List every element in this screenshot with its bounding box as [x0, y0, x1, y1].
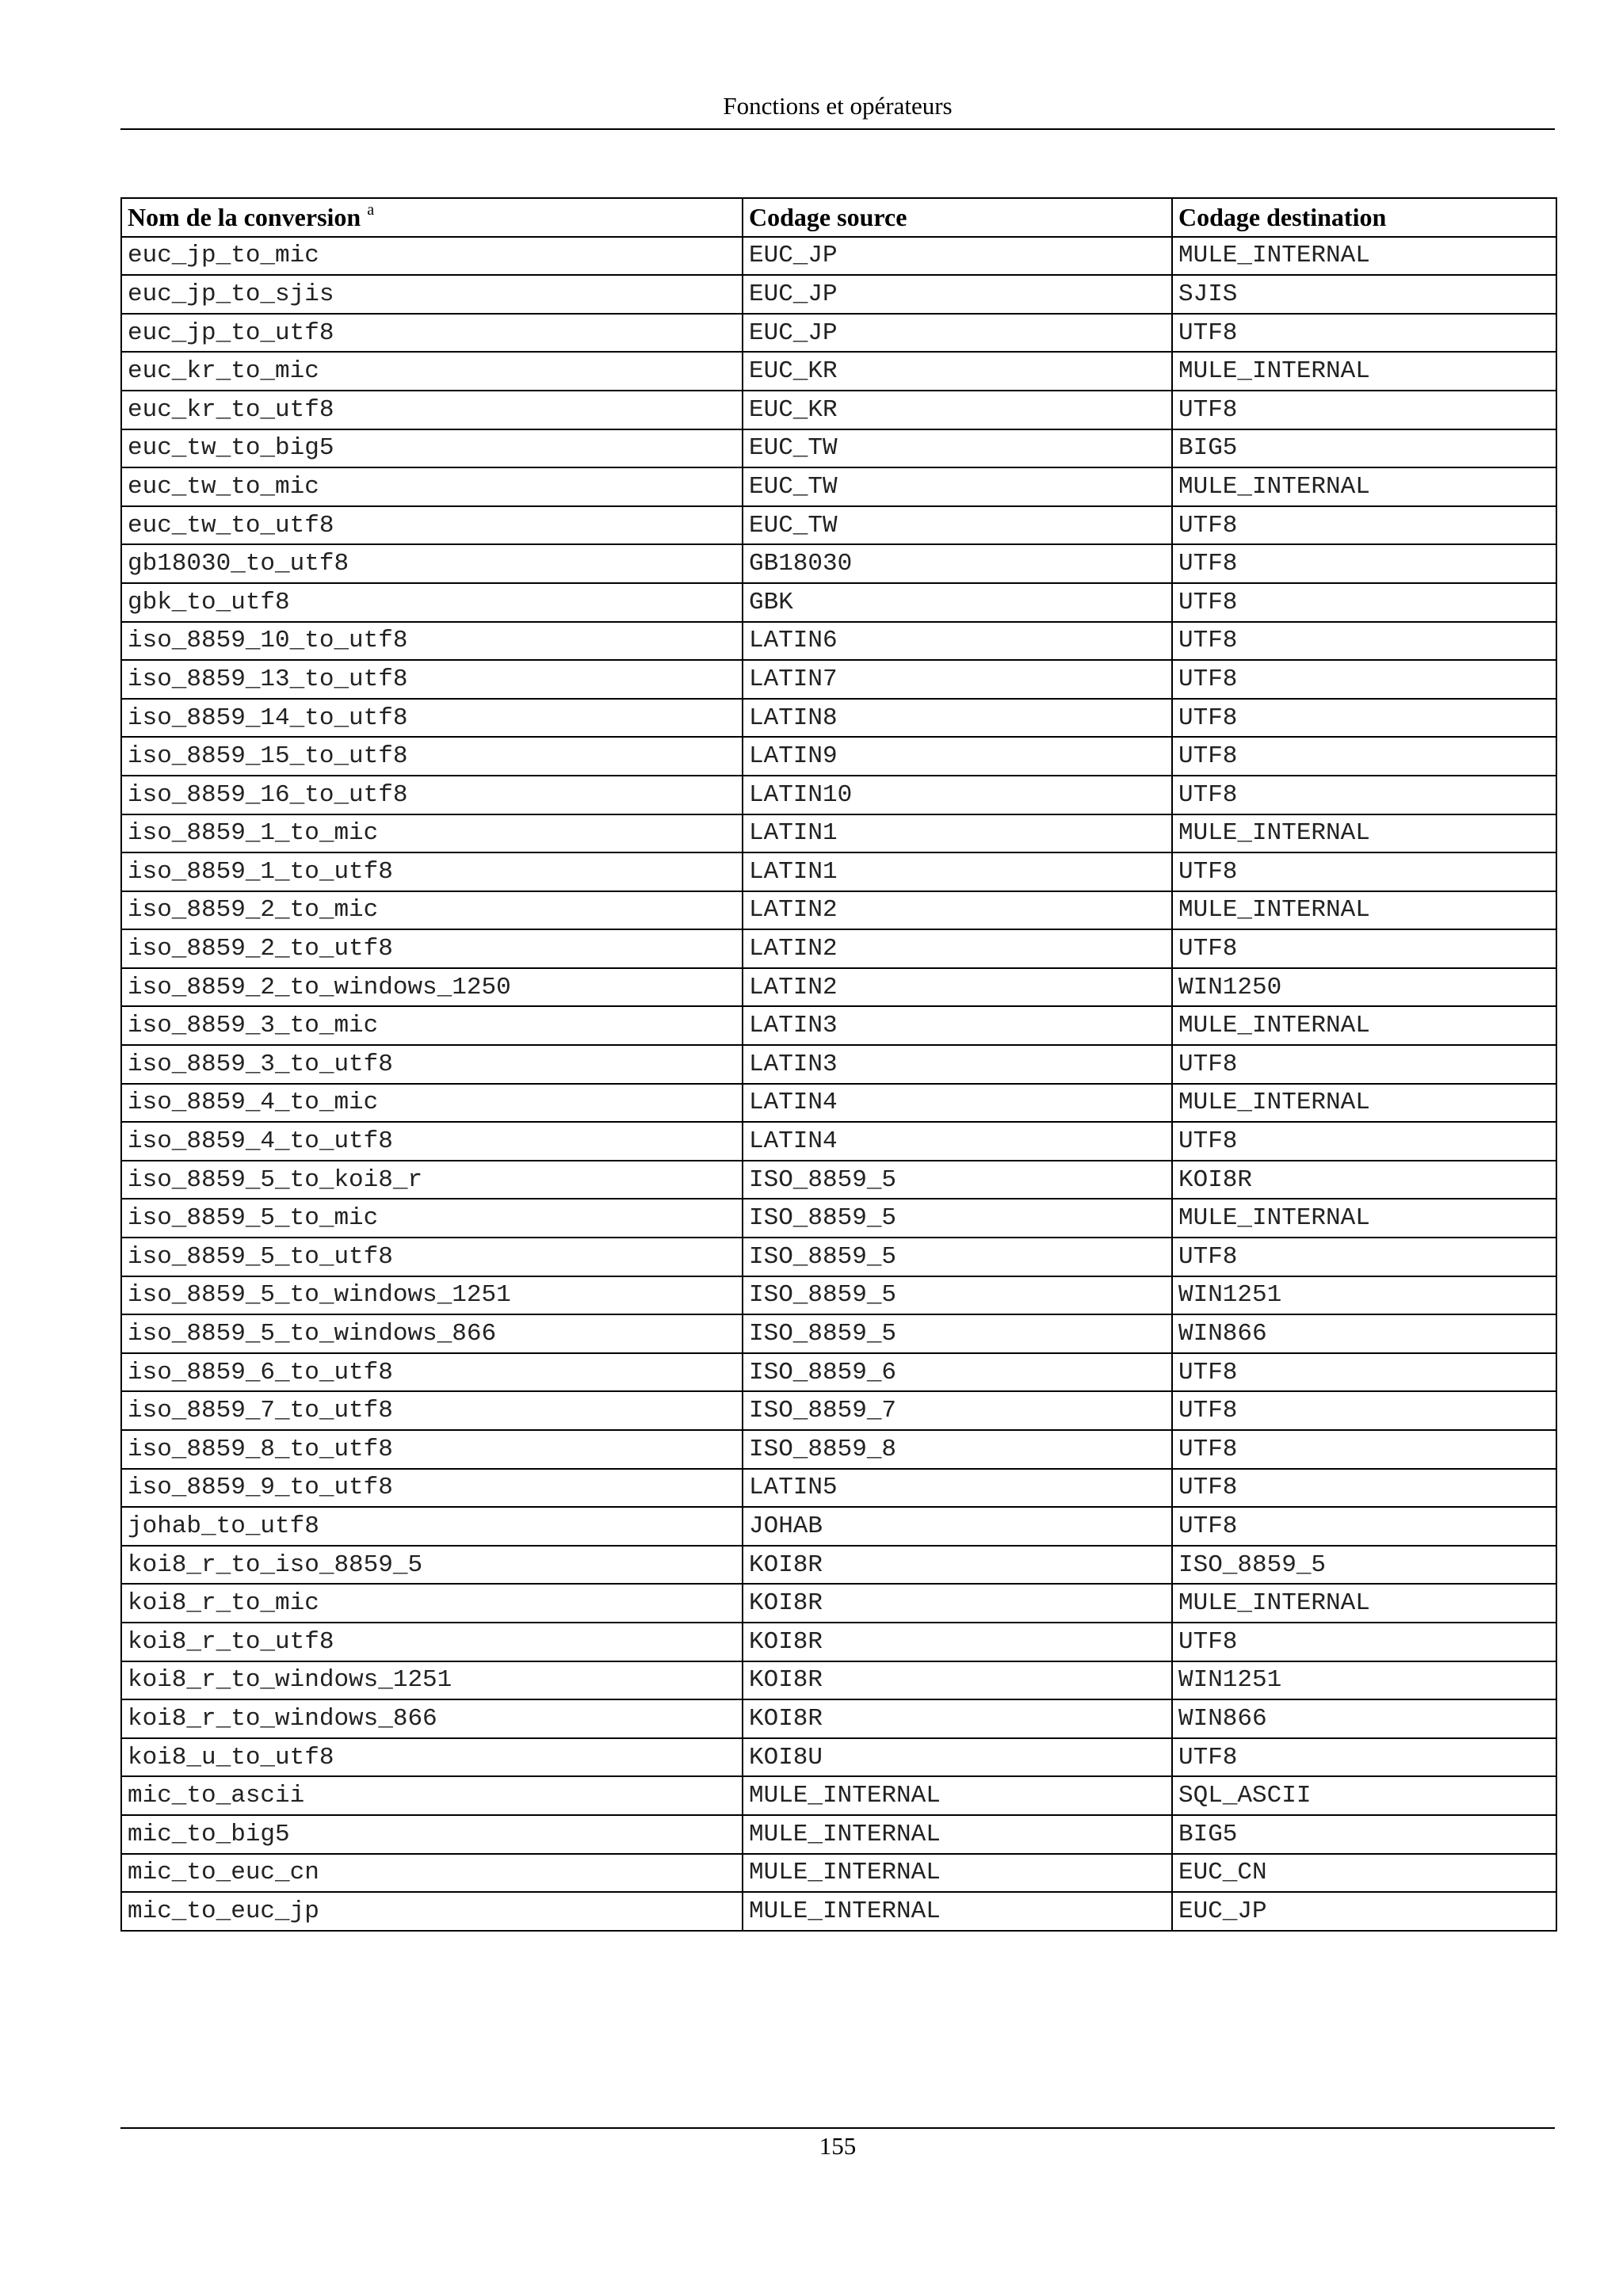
source-encoding-cell: LATIN4 — [743, 1084, 1172, 1123]
source-encoding-cell: ISO_8859_5 — [743, 1199, 1172, 1238]
conversion-name-cell: euc_tw_to_big5 — [121, 429, 743, 468]
destination-encoding-cell: UTF8 — [1172, 1623, 1556, 1661]
destination-encoding-cell: WIN1250 — [1172, 968, 1556, 1007]
conversion-name-cell: euc_tw_to_mic — [121, 467, 743, 506]
table-row — [121, 1507, 1556, 1546]
source-encoding-cell: EUC_JP — [743, 314, 1172, 353]
footnote-marker: a — [367, 200, 375, 219]
source-encoding-cell: LATIN4 — [743, 1122, 1172, 1161]
conversion-name-cell: euc_kr_to_mic — [121, 352, 743, 391]
source-encoding-cell: ISO_8859_5 — [743, 1314, 1172, 1353]
destination-encoding-cell: UTF8 — [1172, 1353, 1556, 1392]
table-row — [121, 1892, 1556, 1931]
destination-encoding-cell: ISO_8859_5 — [1172, 1546, 1556, 1585]
source-encoding-cell: LATIN9 — [743, 737, 1172, 776]
destination-encoding-cell: EUC_JP — [1172, 1892, 1556, 1931]
destination-encoding-cell: UTF8 — [1172, 1430, 1556, 1469]
source-encoding-cell: LATIN2 — [743, 891, 1172, 930]
conversion-name-cell: iso_8859_2_to_windows_1250 — [121, 968, 743, 1007]
source-encoding-cell: LATIN5 — [743, 1469, 1172, 1508]
table-row — [121, 1469, 1556, 1508]
source-encoding-cell: GB18030 — [743, 544, 1172, 583]
destination-encoding-cell: WIN1251 — [1172, 1276, 1556, 1315]
conversion-name-cell: koi8_r_to_utf8 — [121, 1623, 743, 1661]
source-encoding-cell: ISO_8859_5 — [743, 1161, 1172, 1199]
table-row — [121, 583, 1556, 622]
table-row — [121, 968, 1556, 1007]
table-row — [121, 1854, 1556, 1893]
source-encoding-cell: EUC_TW — [743, 429, 1172, 468]
column-header-destination-encoding: Codage destination — [1172, 198, 1556, 237]
source-encoding-cell: EUC_KR — [743, 352, 1172, 391]
conversion-name-cell: euc_jp_to_utf8 — [121, 314, 743, 353]
source-encoding-cell: JOHAB — [743, 1507, 1172, 1546]
conversion-name-cell: iso_8859_5_to_windows_866 — [121, 1314, 743, 1353]
source-encoding-cell: ISO_8859_7 — [743, 1391, 1172, 1430]
conversion-name-cell: koi8_r_to_mic — [121, 1584, 743, 1623]
table-row — [121, 1353, 1556, 1392]
conversion-name-cell: iso_8859_2_to_mic — [121, 891, 743, 930]
destination-encoding-cell: UTF8 — [1172, 776, 1556, 814]
table-row — [121, 1045, 1556, 1084]
conversion-name-cell: iso_8859_14_to_utf8 — [121, 699, 743, 738]
table-row — [121, 1699, 1556, 1738]
source-encoding-cell: LATIN2 — [743, 929, 1172, 968]
conversion-name-cell: iso_8859_1_to_mic — [121, 814, 743, 853]
destination-encoding-cell: MULE_INTERNAL — [1172, 891, 1556, 930]
source-encoding-cell: LATIN10 — [743, 776, 1172, 814]
destination-encoding-cell: MULE_INTERNAL — [1172, 352, 1556, 391]
destination-encoding-cell: MULE_INTERNAL — [1172, 1084, 1556, 1123]
table-row — [121, 391, 1556, 429]
column-header-conversion-name — [121, 198, 743, 237]
table-row — [121, 1314, 1556, 1353]
source-encoding-cell: EUC_TW — [743, 506, 1172, 545]
table-row — [121, 699, 1556, 738]
conversion-name-cell: koi8_r_to_iso_8859_5 — [121, 1546, 743, 1585]
conversion-name-cell: iso_8859_15_to_utf8 — [121, 737, 743, 776]
source-encoding-cell: ISO_8859_5 — [743, 1238, 1172, 1276]
destination-encoding-cell: WIN1251 — [1172, 1661, 1556, 1700]
table-row — [121, 1738, 1556, 1777]
source-encoding-cell: LATIN8 — [743, 699, 1172, 738]
table-row — [121, 776, 1556, 814]
table-row — [121, 275, 1556, 314]
table-row — [121, 1006, 1556, 1045]
conversion-name-cell: mic_to_euc_cn — [121, 1854, 743, 1893]
table-row — [121, 891, 1556, 930]
conversion-name-cell: euc_jp_to_sjis — [121, 275, 743, 314]
conversion-name-cell: gbk_to_utf8 — [121, 583, 743, 622]
table-row — [121, 1391, 1556, 1430]
table-row — [121, 814, 1556, 853]
destination-encoding-cell: SQL_ASCII — [1172, 1776, 1556, 1815]
destination-encoding-cell: WIN866 — [1172, 1314, 1556, 1353]
conversion-name-cell: johab_to_utf8 — [121, 1507, 743, 1546]
source-encoding-cell: KOI8R — [743, 1623, 1172, 1661]
destination-encoding-cell: UTF8 — [1172, 699, 1556, 738]
source-encoding-cell: LATIN6 — [743, 622, 1172, 661]
table-row — [121, 660, 1556, 699]
source-encoding-cell: LATIN1 — [743, 814, 1172, 853]
source-encoding-cell: KOI8R — [743, 1699, 1172, 1738]
source-encoding-cell: EUC_TW — [743, 467, 1172, 506]
column-header-source-encoding: Codage source — [743, 198, 1172, 237]
conversion-name-cell: iso_8859_3_to_mic — [121, 1006, 743, 1045]
table-row — [121, 1430, 1556, 1469]
table-row — [121, 737, 1556, 776]
conversion-name-cell: euc_kr_to_utf8 — [121, 391, 743, 429]
table-row — [121, 1161, 1556, 1199]
table-row — [121, 622, 1556, 661]
table-row — [121, 1661, 1556, 1700]
conversion-name-cell: iso_8859_13_to_utf8 — [121, 660, 743, 699]
table-row — [121, 1584, 1556, 1623]
conversion-name-cell: mic_to_euc_jp — [121, 1892, 743, 1931]
conversion-table-body — [121, 237, 1556, 1931]
destination-encoding-cell: KOI8R — [1172, 1161, 1556, 1199]
conversion-name-cell: iso_8859_4_to_mic — [121, 1084, 743, 1123]
conversion-name-cell: koi8_r_to_windows_866 — [121, 1699, 743, 1738]
column-header-label: Nom de la conversion — [128, 202, 361, 231]
destination-encoding-cell: UTF8 — [1172, 1507, 1556, 1546]
conversion-name-cell: iso_8859_4_to_utf8 — [121, 1122, 743, 1161]
source-encoding-cell: LATIN7 — [743, 660, 1172, 699]
destination-encoding-cell: UTF8 — [1172, 1391, 1556, 1430]
source-encoding-cell: LATIN3 — [743, 1006, 1172, 1045]
destination-encoding-cell: BIG5 — [1172, 1815, 1556, 1854]
conversion-name-cell: mic_to_big5 — [121, 1815, 743, 1854]
conversion-name-cell: iso_8859_9_to_utf8 — [121, 1469, 743, 1508]
table-row — [121, 237, 1556, 276]
conversion-name-cell: iso_8859_2_to_utf8 — [121, 929, 743, 968]
table-row — [121, 1122, 1556, 1161]
source-encoding-cell: EUC_JP — [743, 275, 1172, 314]
table-row — [121, 1815, 1556, 1854]
source-encoding-cell: LATIN2 — [743, 968, 1172, 1007]
source-encoding-cell: MULE_INTERNAL — [743, 1815, 1172, 1854]
table-row — [121, 314, 1556, 353]
table-row — [121, 1546, 1556, 1585]
table-row — [121, 352, 1556, 391]
source-encoding-cell: EUC_JP — [743, 237, 1172, 276]
destination-encoding-cell: UTF8 — [1172, 1738, 1556, 1777]
table-row — [121, 929, 1556, 968]
conversion-name-cell: euc_tw_to_utf8 — [121, 506, 743, 545]
conversion-name-cell: gb18030_to_utf8 — [121, 544, 743, 583]
destination-encoding-cell: UTF8 — [1172, 852, 1556, 891]
source-encoding-cell: ISO_8859_6 — [743, 1353, 1172, 1392]
conversion-table — [120, 197, 1557, 1932]
destination-encoding-cell: UTF8 — [1172, 544, 1556, 583]
conversion-name-cell: iso_8859_16_to_utf8 — [121, 776, 743, 814]
destination-encoding-cell: UTF8 — [1172, 929, 1556, 968]
conversion-name-cell: mic_to_ascii — [121, 1776, 743, 1815]
conversion-name-cell: iso_8859_10_to_utf8 — [121, 622, 743, 661]
conversion-name-cell: iso_8859_7_to_utf8 — [121, 1391, 743, 1430]
destination-encoding-cell: UTF8 — [1172, 737, 1556, 776]
header-row — [121, 198, 1556, 237]
source-encoding-cell: GBK — [743, 583, 1172, 622]
source-encoding-cell: KOI8R — [743, 1661, 1172, 1700]
table-row — [121, 1623, 1556, 1661]
destination-encoding-cell: UTF8 — [1172, 506, 1556, 545]
conversion-name-cell: iso_8859_8_to_utf8 — [121, 1430, 743, 1469]
source-encoding-cell: ISO_8859_5 — [743, 1276, 1172, 1315]
table-row — [121, 852, 1556, 891]
source-encoding-cell: KOI8U — [743, 1738, 1172, 1777]
table-row — [121, 544, 1556, 583]
table-row — [121, 1199, 1556, 1238]
destination-encoding-cell: UTF8 — [1172, 314, 1556, 353]
conversion-name-cell: iso_8859_5_to_windows_1251 — [121, 1276, 743, 1315]
conversion-name-cell: iso_8859_6_to_utf8 — [121, 1353, 743, 1392]
page-number: 155 — [819, 2132, 857, 2160]
conversion-name-cell: iso_8859_3_to_utf8 — [121, 1045, 743, 1084]
destination-encoding-cell: UTF8 — [1172, 1122, 1556, 1161]
destination-encoding-cell: WIN866 — [1172, 1699, 1556, 1738]
destination-encoding-cell: UTF8 — [1172, 1045, 1556, 1084]
destination-encoding-cell: MULE_INTERNAL — [1172, 814, 1556, 853]
destination-encoding-cell: UTF8 — [1172, 1238, 1556, 1276]
source-encoding-cell: KOI8R — [743, 1546, 1172, 1585]
conversion-name-cell: iso_8859_5_to_utf8 — [121, 1238, 743, 1276]
destination-encoding-cell: UTF8 — [1172, 1469, 1556, 1508]
page-header-title: Fonctions et opérateurs — [723, 92, 953, 120]
conversion-name-cell: iso_8859_5_to_mic — [121, 1199, 743, 1238]
destination-encoding-cell: BIG5 — [1172, 429, 1556, 468]
destination-encoding-cell: UTF8 — [1172, 622, 1556, 661]
table-row — [121, 1238, 1556, 1276]
table-row — [121, 1084, 1556, 1123]
source-encoding-cell: MULE_INTERNAL — [743, 1776, 1172, 1815]
destination-encoding-cell: MULE_INTERNAL — [1172, 237, 1556, 276]
source-encoding-cell: ISO_8859_8 — [743, 1430, 1172, 1469]
source-encoding-cell: LATIN1 — [743, 852, 1172, 891]
destination-encoding-cell: UTF8 — [1172, 660, 1556, 699]
header-divider — [120, 128, 1555, 130]
conversion-name-cell: iso_8859_5_to_koi8_r — [121, 1161, 743, 1199]
source-encoding-cell: MULE_INTERNAL — [743, 1854, 1172, 1893]
source-encoding-cell: EUC_KR — [743, 391, 1172, 429]
source-encoding-cell: MULE_INTERNAL — [743, 1892, 1172, 1931]
conversion-name-cell: koi8_r_to_windows_1251 — [121, 1661, 743, 1700]
conversion-name-cell: koi8_u_to_utf8 — [121, 1738, 743, 1777]
table-row — [121, 506, 1556, 545]
table-row — [121, 467, 1556, 506]
table-row — [121, 1776, 1556, 1815]
destination-encoding-cell: EUC_CN — [1172, 1854, 1556, 1893]
conversion-name-cell: iso_8859_1_to_utf8 — [121, 852, 743, 891]
destination-encoding-cell: UTF8 — [1172, 583, 1556, 622]
destination-encoding-cell: MULE_INTERNAL — [1172, 1199, 1556, 1238]
conversion-name-cell: euc_jp_to_mic — [121, 237, 743, 276]
destination-encoding-cell: UTF8 — [1172, 391, 1556, 429]
destination-encoding-cell: MULE_INTERNAL — [1172, 467, 1556, 506]
table-row — [121, 429, 1556, 468]
source-encoding-cell: LATIN3 — [743, 1045, 1172, 1084]
destination-encoding-cell: SJIS — [1172, 275, 1556, 314]
source-encoding-cell: KOI8R — [743, 1584, 1172, 1623]
destination-encoding-cell: MULE_INTERNAL — [1172, 1584, 1556, 1623]
table-row — [121, 1276, 1556, 1315]
conversion-table-header — [121, 198, 1556, 237]
destination-encoding-cell: MULE_INTERNAL — [1172, 1006, 1556, 1045]
